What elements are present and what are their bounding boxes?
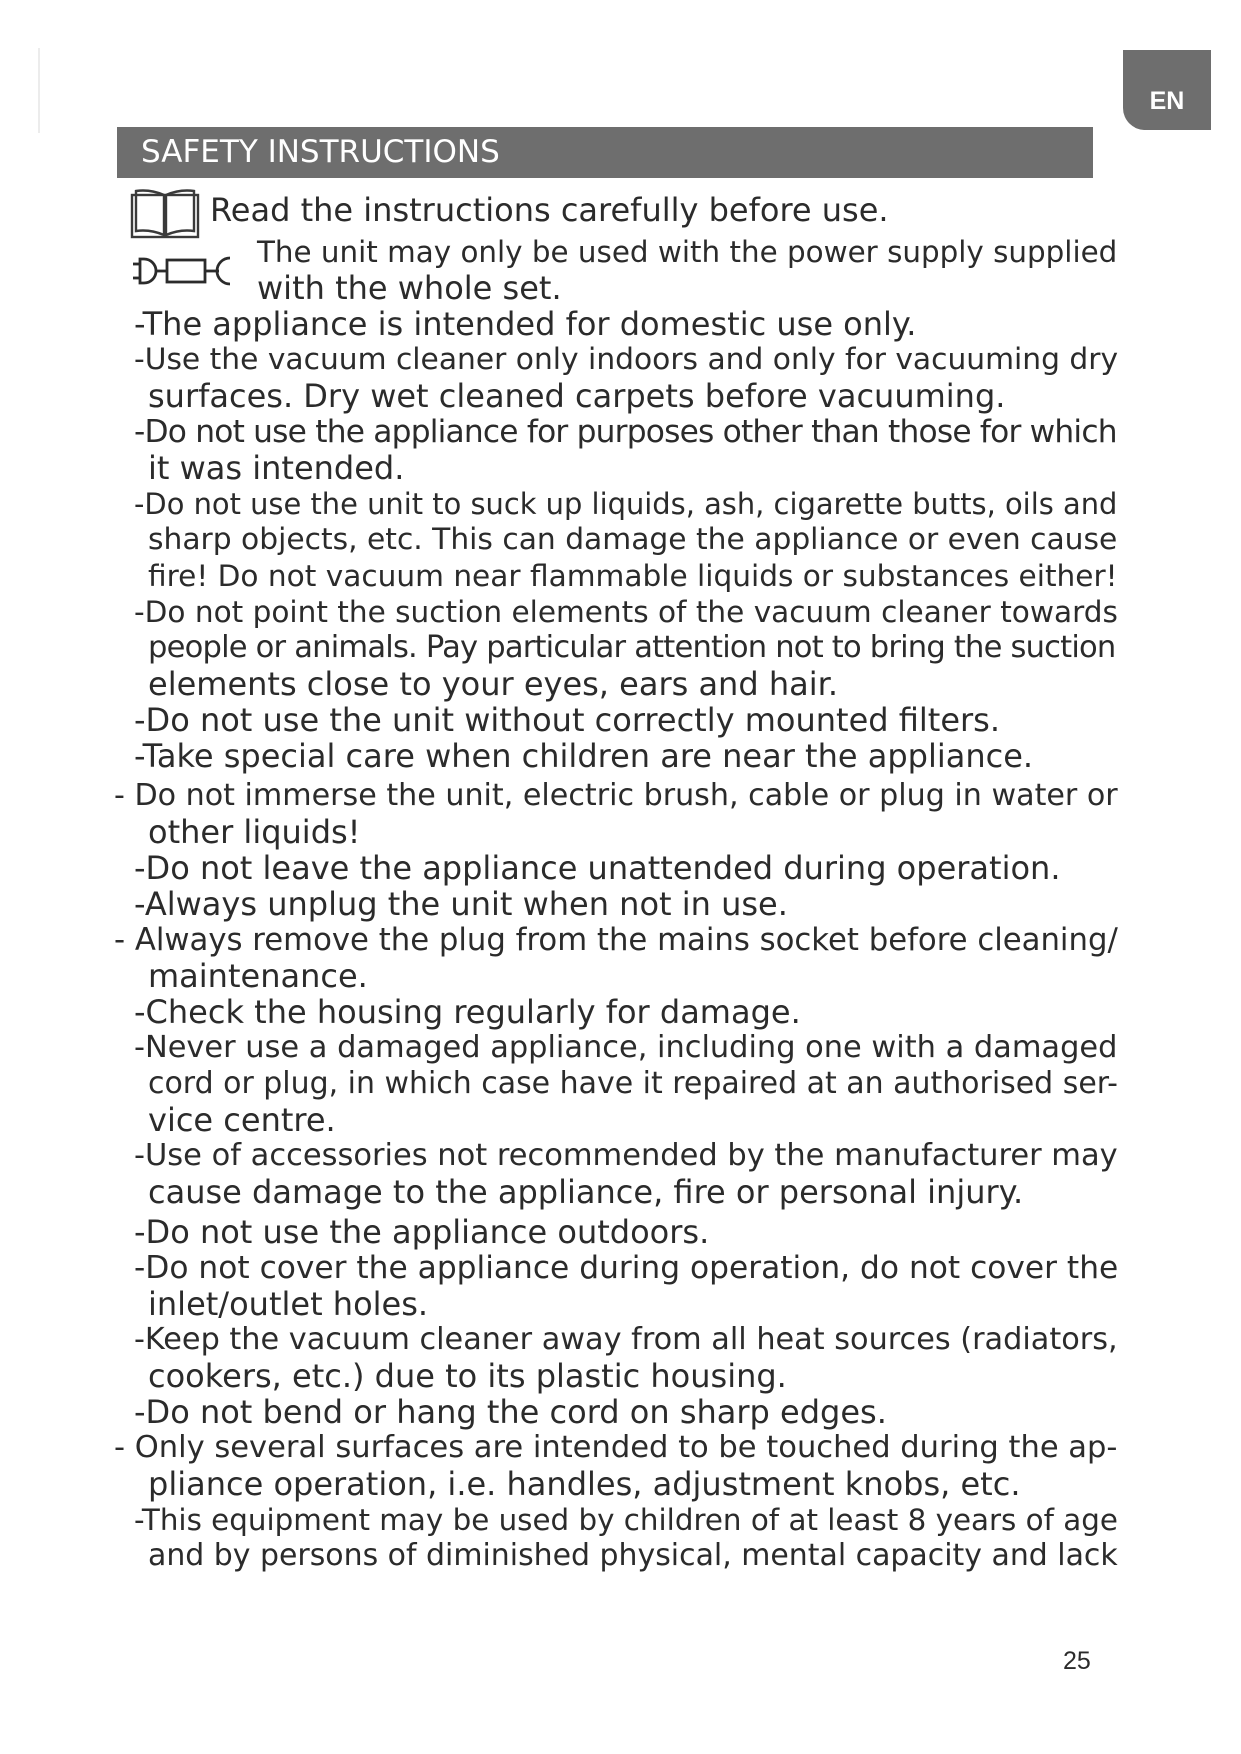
text-line: cord or plug, in which case have it repaired at an authorised ser- xyxy=(148,1066,1118,1101)
text-line: other liquids! xyxy=(148,813,361,851)
text-line: -Do not bend or hang the cord on sharp edges. xyxy=(134,1393,887,1431)
language-tab: EN xyxy=(1123,50,1211,130)
text-line: -Do not use the unit to suck up liquids, ash, cigarette butts, oils and xyxy=(134,487,1118,521)
text-line: -Check the housing regularly for damage. xyxy=(134,993,801,1031)
text-line: fire! Do not vacuum near flammable liquids or substances either! xyxy=(148,559,1118,593)
text-line: -Do not leave the appliance unattended during operation. xyxy=(134,849,1061,887)
text-line: -This equipment may be used by children of at least 8 years of age xyxy=(134,1503,1118,1537)
text-line: The unit may only be used with the power supply supplied xyxy=(257,235,1118,269)
text-line: - Always remove the plug from the mains socket before cleaning/ xyxy=(114,922,1118,958)
text-line: elements close to your eyes, ears and hair. xyxy=(148,665,838,703)
text-line: -Use of accessories not recommended by the manufacturer may xyxy=(134,1138,1118,1173)
text-line: cookers, etc.) due to its plastic housing. xyxy=(148,1357,787,1395)
text-line: vice centre. xyxy=(148,1101,336,1139)
text-line: cause damage to the appliance, fire or personal injury. xyxy=(148,1173,1024,1211)
page-number: 25 xyxy=(1063,1647,1091,1675)
text-line: people or animals. Pay particular attention not to bring the suction xyxy=(148,630,1116,665)
text-line: sharp objects, etc. This can damage the appliance or even cause xyxy=(148,522,1118,557)
open-book-icon xyxy=(130,187,200,239)
margin-line xyxy=(38,48,40,133)
text-line: -Keep the vacuum cleaner away from all heat sources (radiators, xyxy=(134,1322,1118,1357)
text-line: -Do not cover the appliance during operation, do not cover the xyxy=(134,1250,1119,1286)
power-supply-icon xyxy=(131,254,248,288)
text-line: with the whole set. xyxy=(257,269,562,307)
text-line: maintenance. xyxy=(148,957,368,995)
text-line: - Only several surfaces are intended to be touched during the ap- xyxy=(114,1430,1118,1465)
text-line: -Do not point the suction elements of the vacuum cleaner towards xyxy=(134,595,1118,629)
text-line: -Do not use the unit without correctly mounted filters. xyxy=(134,701,1001,739)
text-line: it was intended. xyxy=(148,449,405,487)
text-line: and by persons of diminished physical, mental capacity and lack xyxy=(148,1538,1118,1573)
text-line: pliance operation, i.e. handles, adjustment knobs, etc. xyxy=(148,1465,1021,1503)
text-line: inlet/outlet holes. xyxy=(148,1285,429,1323)
section-title: SAFETY INSTRUCTIONS xyxy=(117,127,1093,178)
text-line: -Never use a damaged appliance, including one with a damaged xyxy=(134,1030,1118,1065)
text-line: - Do not immerse the unit, electric brush, cable or plug in water or xyxy=(114,778,1118,813)
text-line: -Use the vacuum cleaner only indoors and only for vacuuming dry xyxy=(134,342,1119,377)
text-line: -The appliance is intended for domestic use only. xyxy=(134,305,917,343)
text-line: surfaces. Dry wet cleaned carpets before vacuuming. xyxy=(148,377,1006,415)
text-line: -Always unplug the unit when not in use. xyxy=(134,885,788,923)
text-line: -Do not use the appliance for purposes other than those for which xyxy=(134,414,1117,450)
text-line: -Do not use the appliance outdoors. xyxy=(134,1213,710,1251)
text-line: -Take special care when children are near the appliance. xyxy=(134,737,1034,775)
text-line: Read the instructions carefully before use. xyxy=(210,191,889,229)
